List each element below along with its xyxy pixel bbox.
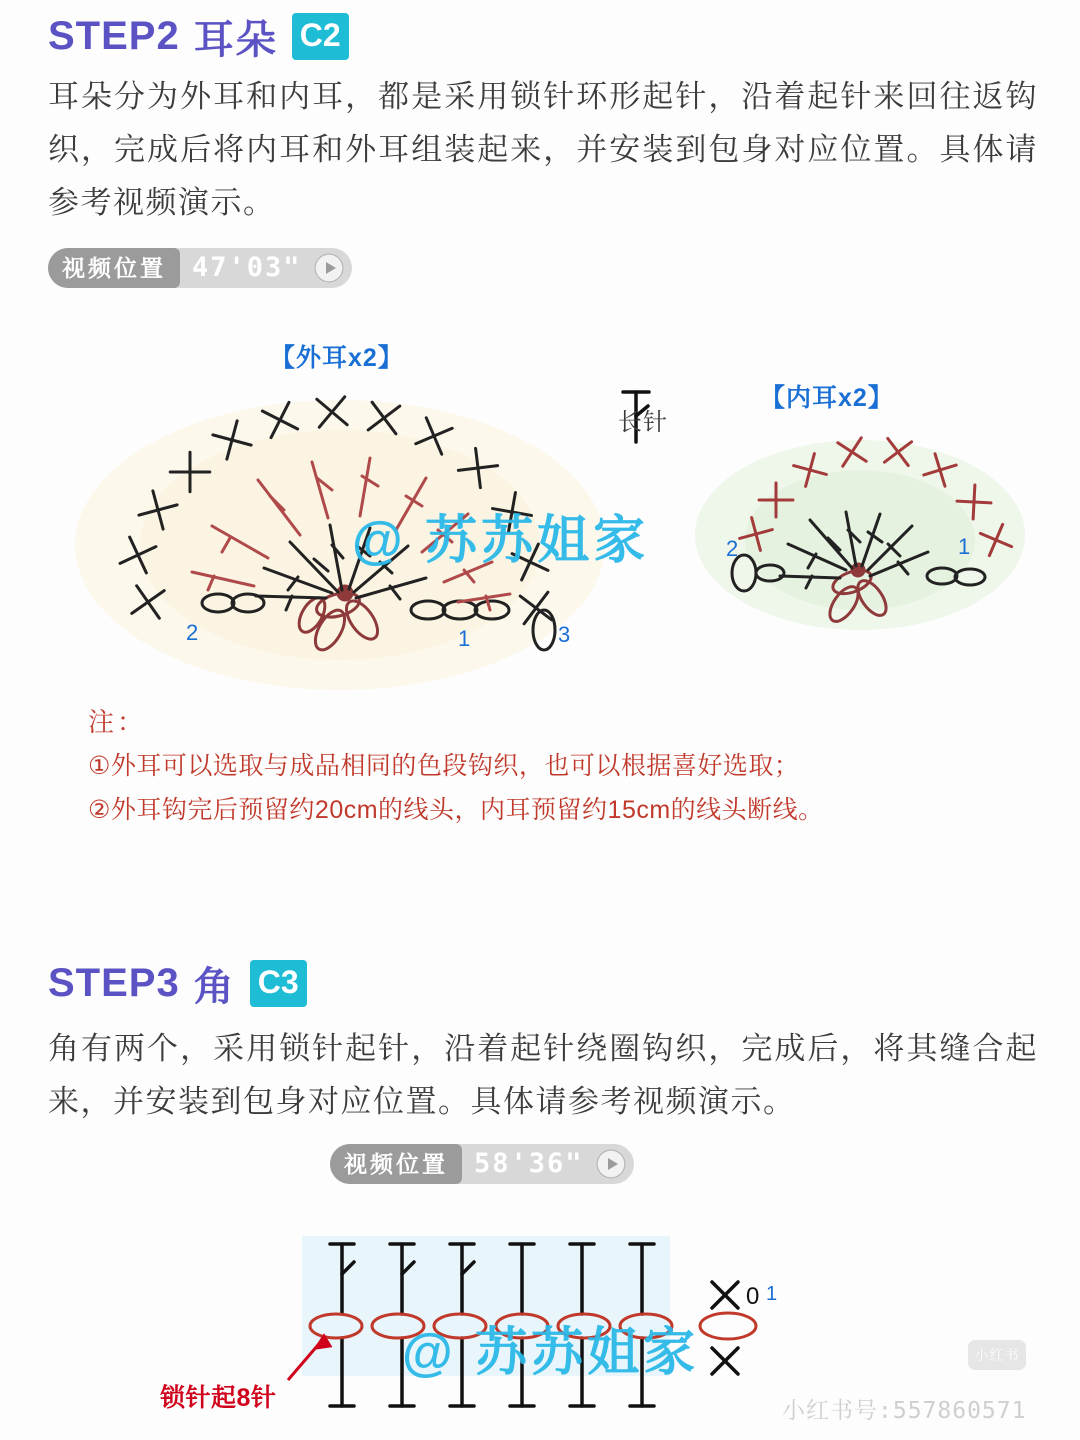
watermark-brand-1: @ 苏苏姐家 (352, 512, 650, 570)
horn-symbol-label: 0 (746, 1283, 760, 1310)
notes-line-1: ①外耳可以选取与成品相同的色段钩织，也可以根据喜好选取； (88, 752, 800, 780)
inner-ear-caption: 【内耳x2】 (760, 384, 894, 412)
step3-badge: C3 (250, 960, 307, 1007)
step3-title: 角 (193, 965, 236, 1009)
notes-title: 注： (88, 707, 147, 737)
row-number-outer-1: 1 (458, 626, 471, 651)
step3-step-word: STEP3 (48, 961, 180, 1005)
horn-row-number: 1 (766, 1283, 778, 1305)
step2-video-position[interactable] (48, 248, 352, 288)
step3-paragraph: 角有两个，采用锁针起针，沿着起针绕圈钩织，完成后，将其缝合起来，并安装到包身对应位置。具体请参考视频演示。 (48, 1031, 1038, 1119)
watermark-brand-2: @ 苏苏姐家 (402, 1324, 700, 1382)
step3-video-label: 视频位置 (330, 1144, 462, 1184)
notes-block (88, 700, 824, 832)
xiaohongshu-badge: 小红书 (968, 1340, 1026, 1370)
step2-badge: C2 (292, 13, 349, 60)
notes-line-2: ②外耳钩完后预留约20cm的线头，内耳预留约15cm的线头断线。 (88, 796, 824, 824)
outer-ear-caption: 【外耳x2】 (270, 344, 404, 372)
play-icon[interactable] (314, 253, 344, 283)
play-icon[interactable] (596, 1149, 626, 1179)
step2-video-label: 视频位置 (48, 248, 180, 288)
row-number-inner-2: 2 (726, 536, 739, 561)
row-number-inner-1: 1 (958, 534, 971, 559)
step2-title: 耳朵 (193, 18, 278, 62)
step2-heading (48, 8, 349, 65)
step3-heading (48, 955, 307, 1012)
step2-step-word: STEP2 (48, 14, 180, 58)
xiaohongshu-id: 小红书号:557860571 (782, 1398, 1027, 1424)
step2-video-time: 47'03" (192, 252, 302, 283)
row-number-outer-2: 2 (186, 620, 199, 645)
legend-long-stitch-label: 长针 (618, 409, 668, 436)
row-number-outer-3: 3 (558, 622, 571, 647)
horn-chain-label: 锁针起8针 (160, 1384, 277, 1412)
step2-paragraph: 耳朵分为外耳和内耳，都是采用锁针环形起针，沿着起针来回往返钩织，完成后将内耳和外耳组装起来，并安装到包身对应位置。具体请参考视频演示。 (48, 79, 1038, 220)
step3-video-position[interactable] (330, 1144, 634, 1184)
step3-video-time: 58'36" (474, 1148, 584, 1179)
